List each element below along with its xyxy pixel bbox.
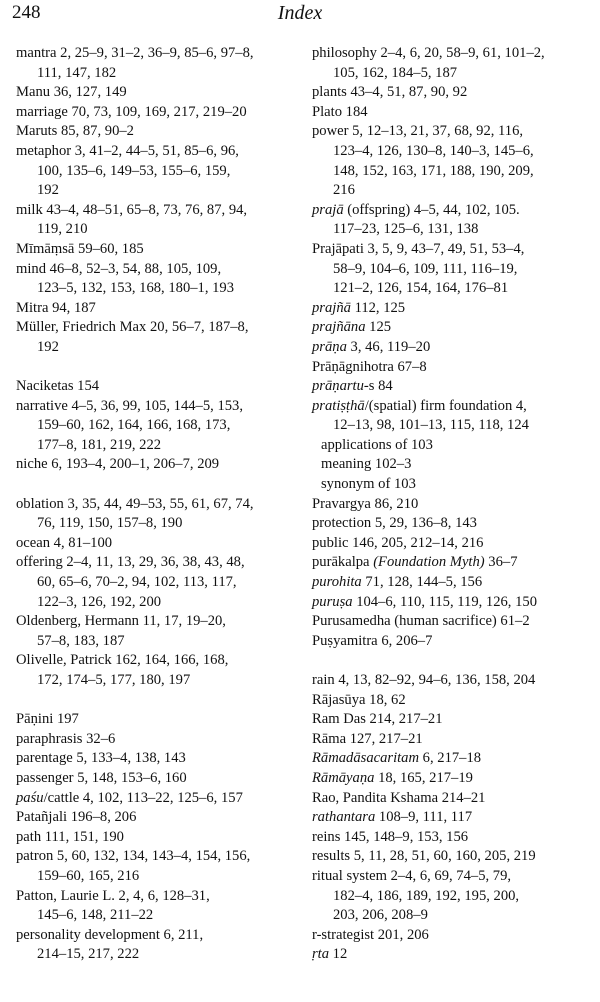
- index-entry: [16, 887, 306, 926]
- index-entry: [312, 867, 596, 926]
- index-entry: [16, 926, 306, 965]
- entry-line: reins 145, 148–9, 153, 156: [312, 828, 469, 845]
- entry-line: Mīmāṃsā 59–60, 185: [16, 240, 144, 257]
- entry-continuation-line: 76, 119, 150, 157–8, 190: [37, 515, 183, 532]
- entry-line: synonym of 103: [321, 476, 416, 493]
- entry-line: results 5, 11, 28, 51, 60, 160, 205, 219: [312, 848, 536, 865]
- index-entry: [312, 397, 596, 436]
- index-entry: [312, 945, 596, 965]
- entry-continuation-line: 203, 206, 208–9: [333, 907, 428, 924]
- entry-line: purākalpa (Foundation Myth) 36–7: [312, 554, 518, 571]
- entry-line: offering 2–4, 11, 13, 29, 36, 38, 43, 48,: [16, 554, 245, 571]
- entry-line: purohita 71, 128, 144–5, 156: [312, 574, 483, 591]
- index-entry: [312, 495, 596, 515]
- entry-line: applications of 103: [321, 436, 433, 453]
- entry-line: oblation 3, 35, 44, 49–53, 55, 61, 67, 74,: [16, 495, 254, 512]
- index-subentry: [312, 475, 596, 495]
- index-entry: [16, 240, 306, 260]
- entry-line: ṛta 12: [312, 946, 348, 963]
- entry-line: metaphor 3, 41–2, 44–5, 51, 85–6, 96,: [16, 142, 239, 159]
- index-entry: [312, 612, 596, 632]
- entry-line: Prāṇāgnihotra 67–8: [312, 358, 427, 375]
- index-entry: [312, 358, 596, 378]
- entry-continuation-line: 60, 65–6, 70–2, 94, 102, 113, 117,: [37, 574, 237, 591]
- entry-continuation-line: 117–23, 125–6, 131, 138: [333, 221, 479, 238]
- index-entry: [312, 847, 596, 867]
- index-entry: [16, 710, 306, 730]
- entry-line: milk 43–4, 48–51, 65–8, 73, 76, 87, 94,: [16, 201, 248, 218]
- index-entry: [312, 808, 596, 828]
- entry-line: ritual system 2–4, 6, 69, 74–5, 79,: [312, 867, 512, 884]
- index-entry: [16, 103, 306, 123]
- entry-line: paraphrasis 32–6: [16, 730, 116, 747]
- index-entry: [312, 926, 596, 946]
- entry-line: Maruts 85, 87, 90–2: [16, 123, 134, 140]
- entry-line: Prajāpati 3, 5, 9, 43–7, 49, 51, 53–4,: [312, 240, 525, 257]
- entry-continuation-line: 105, 162, 184–5, 187: [333, 64, 458, 81]
- entry-line: Rāmāyaṇa 18, 165, 217–19: [312, 769, 473, 786]
- entry-line: personality development 6, 211,: [16, 926, 204, 943]
- index-entry: [312, 632, 596, 652]
- index-entry: [16, 455, 306, 475]
- index-entry: [16, 553, 306, 612]
- index-entry: [16, 534, 306, 554]
- entry-line: philosophy 2–4, 6, 20, 58–9, 61, 101–2,: [312, 45, 545, 61]
- index-entry: [16, 299, 306, 319]
- entry-line: path 111, 151, 190: [16, 828, 124, 845]
- entry-line: Pāṇini 197: [16, 711, 79, 728]
- index-entry: [312, 514, 596, 534]
- index-entry: [16, 789, 306, 809]
- entry-line: prajā (offspring) 4–5, 44, 102, 105.: [312, 201, 520, 218]
- index-column-right: [312, 44, 596, 965]
- entry-line: pratiṣṭhā/(spatial) firm foundation 4,: [312, 397, 527, 414]
- index-entry: [16, 397, 306, 456]
- entry-continuation-line: 182–4, 186, 189, 192, 195, 200,: [333, 887, 520, 904]
- entry-line: passenger 5, 148, 153–6, 160: [16, 769, 187, 786]
- entry-line: rathantara 108–9, 111, 117: [312, 809, 473, 826]
- entry-continuation-line: 12–13, 98, 101–13, 115, 118, 124: [333, 417, 529, 434]
- entry-line: puruṣa 104–6, 110, 115, 119, 126, 150: [312, 593, 537, 610]
- index-entry: [16, 730, 306, 750]
- entry-line: Rao, Pandita Kshama 214–21: [312, 789, 486, 806]
- index-entry: [312, 553, 596, 573]
- entry-line: power 5, 12–13, 21, 37, 68, 92, 116,: [312, 123, 524, 140]
- entry-line: Mitra 94, 187: [16, 299, 96, 316]
- index-entry: [312, 103, 596, 123]
- entry-continuation-line: 145–6, 148, 211–22: [37, 907, 154, 924]
- entry-line: marriage 70, 73, 109, 169, 217, 219–20: [16, 103, 247, 120]
- index-entry: [312, 377, 596, 397]
- entry-line: Rāma 127, 217–21: [312, 730, 423, 747]
- entry-line: paśu/cattle 4, 102, 113–22, 125–6, 157: [16, 789, 243, 806]
- entry-continuation-line: 58–9, 104–6, 109, 111, 116–19,: [333, 260, 518, 277]
- index-entry: [312, 593, 596, 613]
- index-entry: [312, 240, 596, 299]
- entry-continuation-line: 177–8, 181, 219, 222: [37, 436, 162, 453]
- entry-line: Ram Das 214, 217–21: [312, 711, 443, 728]
- entry-continuation-line: 122–3, 126, 192, 200: [37, 593, 162, 610]
- entry-line: public 146, 205, 212–14, 216: [312, 534, 484, 551]
- index-entry: [312, 710, 596, 730]
- entry-line: mantra 2, 25–9, 31–2, 36–9, 85–6, 97–8,: [16, 45, 254, 61]
- entry-line: Purusamedha (human sacrifice) 61–2: [312, 613, 530, 630]
- index-entry: [312, 338, 596, 358]
- entry-line: Müller, Friedrich Max 20, 56–7, 187–8,: [16, 319, 249, 336]
- entry-line: plants 43–4, 51, 87, 90, 92: [312, 84, 468, 101]
- entry-line: niche 6, 193–4, 200–1, 206–7, 209: [16, 456, 220, 473]
- index-entry: [16, 749, 306, 769]
- entry-line: prāṇa 3, 46, 119–20: [312, 338, 431, 355]
- letter-gap: [16, 475, 306, 495]
- entry-continuation-line: 192: [37, 338, 59, 355]
- index-entry: [312, 789, 596, 809]
- entry-continuation-line: 159–60, 165, 216: [37, 867, 140, 884]
- index-entry: [16, 44, 306, 83]
- index-subentry: [312, 436, 596, 456]
- entry-continuation-line: 119, 210: [37, 221, 88, 238]
- index-entry: [312, 44, 596, 83]
- entry-line: Pravargya 86, 210: [312, 495, 419, 512]
- letter-gap: [16, 691, 306, 711]
- entry-line: rain 4, 13, 82–92, 94–6, 136, 158, 204: [312, 672, 536, 688]
- entry-line: Patañjali 196–8, 206: [16, 809, 137, 826]
- entry-line: Plato 184: [312, 103, 368, 120]
- index-entry: [16, 495, 306, 534]
- entry-line: Naciketas 154: [16, 378, 100, 395]
- index-entry: [16, 83, 306, 103]
- entry-continuation-line: 159–60, 162, 164, 166, 168, 173,: [37, 417, 231, 434]
- index-entry: [16, 808, 306, 828]
- index-column-left: [16, 44, 306, 965]
- entry-line: narrative 4–5, 36, 99, 105, 144–5, 153,: [16, 397, 243, 414]
- index-entry: [312, 201, 596, 240]
- letter-gap: [312, 651, 596, 671]
- entry-continuation-line: 121–2, 126, 154, 164, 176–81: [333, 280, 509, 297]
- entry-line: Rāmadāsacaritam 6, 217–18: [312, 750, 482, 767]
- entry-continuation-line: 100, 135–6, 149–53, 155–6, 159,: [37, 162, 231, 179]
- entry-line: Puṣyamitra 6, 206–7: [312, 632, 433, 649]
- index-entry: [16, 318, 306, 357]
- index-subentry: [312, 455, 596, 475]
- index-entry: [16, 769, 306, 789]
- entry-line: prajñāna 125: [312, 319, 392, 336]
- entry-continuation-line: 214–15, 217, 222: [37, 946, 140, 963]
- entry-line: meaning 102–3: [321, 456, 412, 473]
- entry-line: patron 5, 60, 132, 134, 143–4, 154, 156,: [16, 848, 251, 865]
- entry-line: Manu 36, 127, 149: [16, 84, 127, 101]
- page-header: [0, 0, 600, 34]
- entry-continuation-line: 172, 174–5, 177, 180, 197: [37, 672, 191, 688]
- index-entry: [312, 83, 596, 103]
- entry-line: ocean 4, 81–100: [16, 534, 113, 551]
- entry-continuation-line: 148, 152, 163, 171, 188, 190, 209,: [333, 162, 534, 179]
- entry-continuation-line: 57–8, 183, 187: [37, 632, 125, 649]
- index-entry: [16, 201, 306, 240]
- entry-continuation-line: 123–5, 132, 153, 168, 180–1, 193: [37, 280, 235, 297]
- index-entry: [312, 318, 596, 338]
- index-entry: [312, 573, 596, 593]
- page-number: 248: [12, 2, 41, 23]
- entry-line: Patton, Laurie L. 2, 4, 6, 128–31,: [16, 887, 210, 904]
- index-entry: [16, 142, 306, 201]
- index-entry: [312, 749, 596, 769]
- letter-gap: [16, 358, 306, 378]
- index-entry: [312, 534, 596, 554]
- index-entry: [16, 651, 306, 690]
- entry-line: mind 46–8, 52–3, 54, 88, 105, 109,: [16, 260, 222, 277]
- entry-continuation-line: 192: [37, 182, 59, 199]
- index-entry: [16, 612, 306, 651]
- entry-line: prāṇartu-s 84: [312, 378, 393, 395]
- entry-line: Olivelle, Patrick 162, 164, 166, 168,: [16, 652, 229, 669]
- entry-line: parentage 5, 133–4, 138, 143: [16, 750, 186, 767]
- index-entry: [16, 377, 306, 397]
- index-entry: [312, 122, 596, 200]
- index-entry: [16, 260, 306, 299]
- entry-line: Rājasūya 18, 62: [312, 691, 406, 708]
- page-title: Index: [277, 2, 323, 24]
- entry-line: r-strategist 201, 206: [312, 926, 429, 943]
- index-entry: [312, 671, 596, 691]
- index-entry: [312, 691, 596, 711]
- entry-continuation-line: 216: [333, 182, 355, 199]
- entry-line: protection 5, 29, 136–8, 143: [312, 515, 477, 532]
- entry-continuation-line: 111, 147, 182: [37, 64, 117, 81]
- entry-continuation-line: 123–4, 126, 130–8, 140–3, 145–6,: [333, 142, 534, 159]
- entry-line: Oldenberg, Hermann 11, 17, 19–20,: [16, 613, 226, 630]
- index-entry: [16, 847, 306, 886]
- index-entry: [312, 299, 596, 319]
- index-entry: [16, 828, 306, 848]
- index-entry: [16, 122, 306, 142]
- index-entry: [312, 769, 596, 789]
- entry-line: prajñā 112, 125: [312, 299, 406, 316]
- index-entry: [312, 730, 596, 750]
- index-entry: [312, 828, 596, 848]
